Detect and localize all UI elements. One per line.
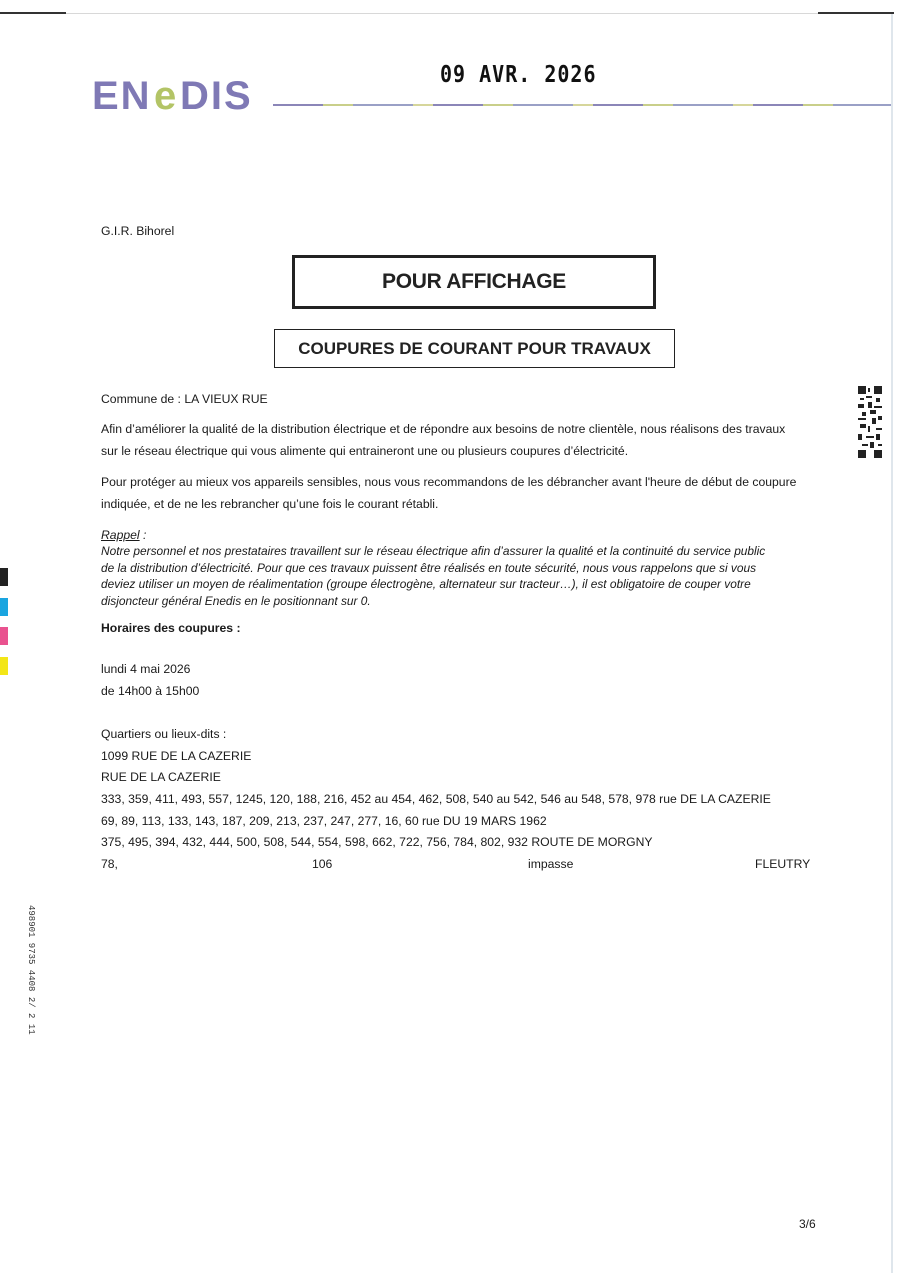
rappel-label: Rappel bbox=[101, 528, 140, 542]
scan-edge-top bbox=[66, 13, 818, 14]
para2-line2: indiquée, et de ne les rebrancher qu’une fois le courant rétabli. bbox=[101, 497, 439, 511]
last-line-part: 78, bbox=[101, 857, 118, 871]
para2-line1: Pour protéger au mieux vos appareils sensibles, nous vous recommandons de les débrancher avant l'heure de début de coupure bbox=[101, 475, 797, 489]
svg-text:EN: EN bbox=[92, 76, 152, 114]
date-stamp: 09 AVR. 2026 bbox=[440, 60, 597, 88]
rappel-colon: : bbox=[139, 528, 147, 542]
rappel-line2: de la distribution d’électricité. Pour que ces travaux puissent être réalisés en toute sécurité, nous vous rappelons que si vous bbox=[101, 561, 757, 575]
sender: G.I.R. Bihorel bbox=[101, 224, 175, 238]
rappel-line4: disjoncteur général Enedis en le positionnant sur 0. bbox=[101, 594, 371, 608]
commune: Commune de : LA VIEUX RUE bbox=[101, 392, 268, 406]
print-mark-cyan bbox=[0, 598, 8, 616]
print-mark-yellow bbox=[0, 657, 8, 675]
last-line-part: 106 bbox=[312, 857, 333, 871]
last-line-part: impasse bbox=[528, 857, 574, 871]
page-title: POUR AFFICHAGE bbox=[292, 255, 656, 309]
last-line-part: FLEUTRY bbox=[755, 857, 811, 871]
rappel-line3: deviez utiliser un moyen de réalimentation (groupe électrogène, alternateur sur tracteur…), il est obligatoire de couper votre bbox=[101, 577, 751, 591]
svg-text:DIS: DIS bbox=[180, 76, 253, 114]
quartiers-heading: Quartiers ou lieux-dits : bbox=[101, 727, 227, 741]
outage-time: de 14h00 à 15h00 bbox=[101, 684, 200, 698]
outage-date: lundi 4 mai 2026 bbox=[101, 662, 191, 676]
print-mark-magenta bbox=[0, 627, 8, 645]
qr-code bbox=[858, 386, 882, 458]
page-number: 3/6 bbox=[799, 1217, 816, 1231]
para1-line1: Afin d’améliorer la qualité de la distribution électrique et de répondre aux besoins de notre clientèle, nous réalisons des travaux bbox=[101, 422, 786, 436]
address-line: 69, 89, 113, 133, 143, 187, 209, 213, 237, 247, 277, 16, 60 rue DU 19 MARS 1962 bbox=[101, 814, 547, 828]
scan-edge-left bbox=[0, 12, 66, 14]
scan-edge-vertical bbox=[891, 14, 893, 1273]
margin-code: 498901 9735 4408 2/ 2 11 bbox=[26, 905, 36, 1035]
address-line: 333, 359, 411, 493, 557, 1245, 120, 188, 216, 452 au 454, 462, 508, 540 au 542, 546 au 548, 578, 978 rue DE LA CAZERIE bbox=[101, 792, 771, 806]
rappel-line1: Notre personnel et nos prestataires travaillent sur le réseau électrique afin d’assurer la qualité et la continuité du service public bbox=[101, 544, 766, 558]
print-mark-black bbox=[0, 568, 8, 586]
enedis-logo bbox=[92, 76, 264, 114]
rappel-heading bbox=[101, 528, 146, 542]
address-line: 1099 RUE DE LA CAZERIE bbox=[101, 749, 252, 763]
header-rule bbox=[273, 104, 891, 106]
svg-text:e: e bbox=[154, 76, 177, 114]
horaires-heading: Horaires des coupures : bbox=[101, 621, 241, 635]
para1-line2: sur le réseau électrique qui vous alimente qui entraineront une ou plusieurs coupures d’électricité. bbox=[101, 444, 629, 458]
address-line: 375, 495, 394, 432, 444, 500, 508, 544, 554, 598, 662, 722, 756, 784, 802, 932 ROUTE DE MORGNY bbox=[101, 835, 653, 849]
address-line: RUE DE LA CAZERIE bbox=[101, 770, 221, 784]
scan-edge-right bbox=[818, 12, 894, 14]
subtitle: COUPURES DE COURANT POUR TRAVAUX bbox=[274, 329, 675, 368]
